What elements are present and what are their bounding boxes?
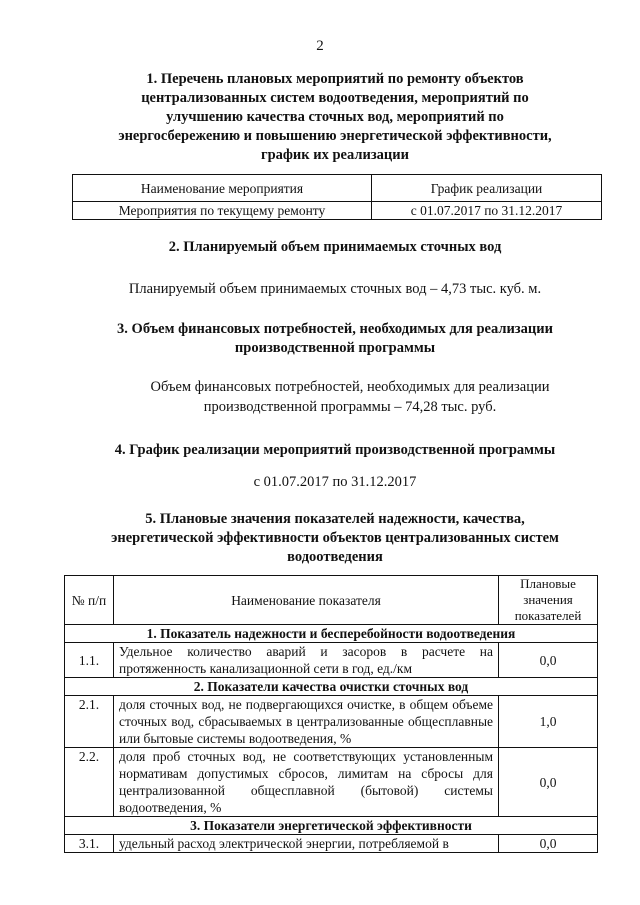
row-number: 3.1. (65, 835, 114, 853)
section3-text: Объем финансовых потребностей, необходимых для реализации производственной программы – 74,28 тыс. руб. (150, 379, 550, 415)
row-number: 2.1. (65, 696, 114, 748)
measures-header-schedule: График реализации (372, 175, 602, 202)
section1-title: 1. Перечень плановых мероприятий по ремонту объектов централизованных систем водоотведения, мероприятий по улучшению качества сточных вод, мероприятий по энергосбережению и повышению энергетической эффективности, график их реализации (118, 71, 552, 163)
section4-text: с 01.07.2017 по 31.12.2017 (253, 474, 417, 490)
table-row (65, 696, 598, 748)
row-value: 0,0 (499, 748, 598, 817)
table-row (65, 643, 598, 678)
row-value: 0,0 (499, 643, 598, 678)
section2-text: Планируемый объем принимаемых сточных вод – 4,73 тыс. куб. м. (128, 281, 542, 297)
section5-title: 5. Плановые значения показателей надежности, качества, энергетической эффективности объектов централизованных систем водоотведения (111, 511, 559, 565)
page-number: 2 (316, 38, 324, 54)
row-indicator-name: удельный расход электрической энергии, потребляемой в (114, 835, 499, 853)
section4-title: 4. График реализации мероприятий производственной программы (114, 442, 556, 458)
row-indicator-name: доля сточных вод, не подвергающихся очистке, в общем объеме сточных вод, сбрасываемых в централизованные общесплавные или бытовые системы водоотведения, % (114, 696, 499, 748)
measures-cell-name: Мероприятия по текущему ремонту (73, 202, 372, 220)
indicators-table (64, 575, 598, 853)
table-row (65, 835, 598, 853)
row-number: 2.2. (65, 748, 114, 817)
measures-header-name: Наименование мероприятия (73, 175, 372, 202)
indicators-group-title: 2. Показатели качества очистки сточных вод (65, 678, 598, 696)
indicators-header-num: № п/п (65, 576, 114, 625)
row-indicator-name: доля проб сточных вод, не соответствующих установленным нормативам допустимых сбросов, лимитам на сбросы для централизованной общесплавной (бытовой) системы водоотведения, % (114, 748, 499, 817)
row-value: 0,0 (499, 835, 598, 853)
indicators-header-value: Плановые значения показателей (499, 576, 598, 625)
indicators-group-title: 3. Показатели энергетической эффективности (65, 817, 598, 835)
row-indicator-name: Удельное количество аварий и засоров в расчете на протяженность канализационной сети в год, ед./км (114, 643, 499, 678)
row-value: 1,0 (499, 696, 598, 748)
section2-title: 2. Планируемый объем принимаемых сточных вод (168, 239, 502, 255)
table-row (65, 748, 598, 817)
indicators-group-title: 1. Показатель надежности и бесперебойности водоотведения (65, 625, 598, 643)
measures-cell-schedule: с 01.07.2017 по 31.12.2017 (372, 202, 602, 220)
section3-title: 3. Объем финансовых потребностей, необходимых для реализации производственной программы (117, 321, 553, 356)
measures-table (72, 174, 602, 220)
row-number: 1.1. (65, 643, 114, 678)
indicators-header-name: Наименование показателя (114, 576, 499, 625)
